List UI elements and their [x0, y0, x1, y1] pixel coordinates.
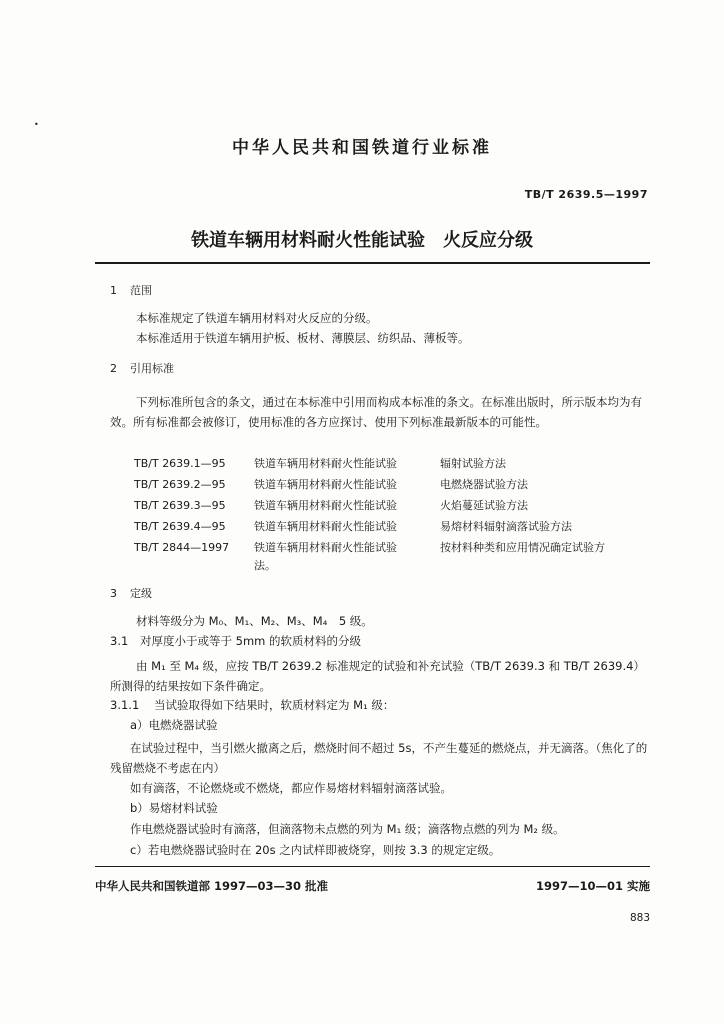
reference-method: 辐射试验方法	[440, 457, 506, 470]
reference-method: 按材料种类和应用情况确定试验方	[440, 541, 605, 554]
reference-name: 铁道车辆用材料耐火性能试验	[254, 541, 397, 554]
section-2-intro: 下列标准所包含的条文，通过在本标准中引用而构成本标准的条文。在标准出版时，所示版本均为有效。所有标准都会被修订，使用标准的各方应探讨、使用下列标准最新版本的可能性。	[110, 395, 642, 429]
reference-code: TB/T 2844—1997	[134, 541, 230, 554]
item-a-label: a）电燃烧器试验	[130, 718, 218, 732]
section-2-number: 2	[110, 362, 117, 375]
subsection-3-1-number: 3.1	[110, 634, 129, 648]
section-1-para-1: 本标准规定了铁道车辆用材料对火反应的分级。	[136, 311, 378, 325]
section-2-title: 引用标准	[130, 362, 174, 375]
item-a-para: 在试验过程中，当引燃火撤离之后，燃烧时间不超过 5s，不产生蔓延的燃烧点，并无滴落。（焦化了的残留燃烧不考虑在内）	[110, 741, 648, 775]
reference-name: 铁道车辆用材料耐火性能试验	[254, 499, 397, 512]
section-3-title: 定级	[130, 587, 152, 600]
reference-method: 火焰蔓延试验方法	[440, 499, 528, 512]
item-b-label: b）易熔材料试验	[130, 801, 218, 815]
reference-code: TB/T 2639.2—95	[134, 478, 226, 491]
subsection-3-1-1-title: 当试验取得如下结果时，软质材料定为 M₁ 级：	[154, 698, 395, 712]
issuing-organization: 中华人民共和国铁道行业标准	[232, 138, 492, 158]
reference-method-continued: 法。	[254, 559, 276, 572]
section-1-heading	[110, 282, 152, 298]
reference-row	[134, 518, 572, 534]
subsection-3-1-1-heading	[110, 697, 394, 713]
subsection-3-1-title: 对厚度小于或等于 5mm 的软质材料的分级	[140, 634, 362, 648]
reference-row	[134, 539, 605, 555]
section-1-para-2: 本标准适用于铁道车辆用护板、板材、薄膜层、纺织品、薄板等。	[136, 331, 470, 345]
reference-name: 铁道车辆用材料耐火性能试验	[254, 457, 397, 470]
reference-name: 铁道车辆用材料耐火性能试验	[254, 520, 397, 533]
approval-line: 中华人民共和国铁道部 1997—03—30 批准	[95, 879, 329, 893]
subsection-3-1-heading	[110, 633, 361, 649]
reference-method: 电燃烧器试验方法	[440, 478, 528, 491]
reference-code: TB/T 2639.1—95	[134, 457, 226, 470]
reference-name: 铁道车辆用材料耐火性能试验	[254, 478, 397, 491]
page-number: 883	[629, 912, 650, 924]
implementation-date: 1997—10—01 实施	[535, 879, 650, 893]
item-c-para: c）若电燃烧器试验时在 20s 之内试样即被烧穿，则按 3.3 的规定定级。	[130, 843, 501, 857]
reference-code: TB/T 2639.4—95	[134, 520, 226, 533]
section-3-heading	[110, 585, 152, 601]
reference-row	[134, 455, 506, 471]
reference-row	[134, 476, 528, 492]
scan-speck: •	[34, 120, 39, 129]
standard-code: TB/T 2639.5—1997	[524, 188, 648, 201]
section-3-number: 3	[110, 587, 117, 600]
title-divider	[95, 262, 650, 264]
item-b-para: 作电燃烧器试验时有滴落，但滴落物未点燃的列为 M₁ 级；滴落物点燃的列为 M₂ 级。	[130, 822, 565, 836]
footer-divider	[95, 866, 650, 867]
section-1-number: 1	[110, 284, 117, 297]
section-3-para-1: 材料等级分为 M₀、M₁、M₂、M₃、M₄ 5 级。	[136, 614, 373, 628]
reference-row	[134, 497, 528, 513]
reference-code: TB/T 2639.3—95	[134, 499, 226, 512]
reference-method: 易熔材料辐射滴落试验方法	[440, 520, 572, 533]
document-title: 铁道车辆用材料耐火性能试验 火反应分级	[191, 230, 533, 251]
subsection-3-1-1-number: 3.1.1	[110, 698, 140, 712]
subsection-3-1-para: 由 M₁ 至 M₄ 级，应按 TB/T 2639.2 标准规定的试验和补充试验（TB/T 2639.3 和 TB/T 2639.4）所测得的结果按如下条件确定。	[110, 659, 645, 693]
section-1-title: 范围	[130, 284, 152, 297]
section-2-heading	[110, 360, 174, 376]
item-a-para-2: 如有滴落，不论燃烧或不燃烧，都应作易熔材料辐射滴落试验。	[130, 781, 452, 795]
